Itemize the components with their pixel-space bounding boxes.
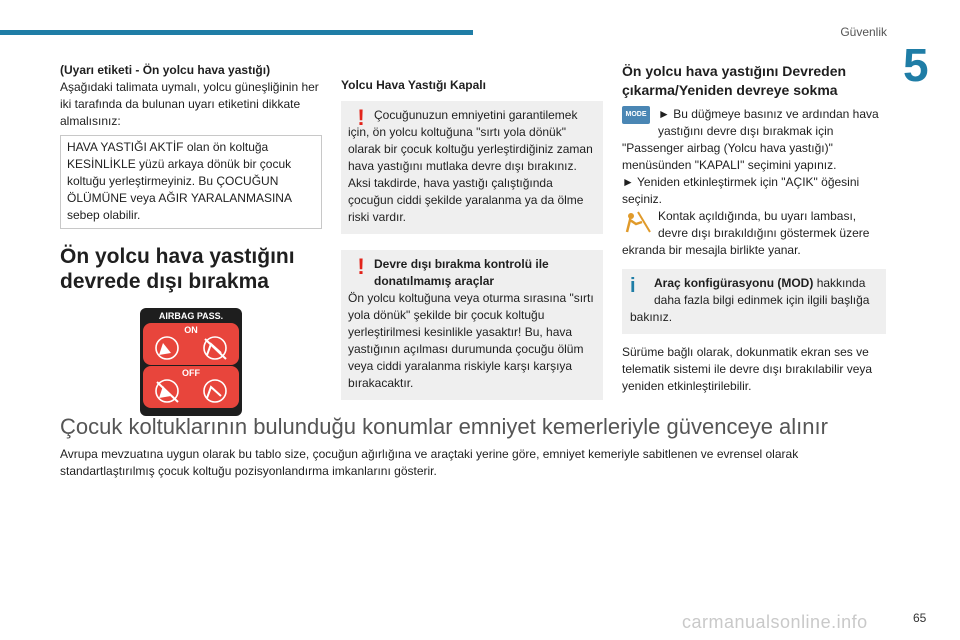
info-icon: i [630, 275, 636, 297]
section-body: Avrupa mevzuatına uygun olarak bu tablo size, çocuğun ağırlığına ve araçtaki yerine göre, emniyet kemeriyle sabitlenen ve evrensel olarak standartlaştırılmış çocuk koltuğu pozisyonlandırma imkanlarını gösterir. [60, 447, 799, 478]
airbag-pass-panel [140, 308, 242, 416]
warning-no-control-text: Ön yolcu koltuğuna veya oturma sırasına "sırtı yola dönük" şekilde bir çocuk koltuğu yerleştirilmesi kesinlikle yasaktır! Bu, hava yastığının açılması durumunda çocuğu ölüm veya ciddi yaralanma riskiyle karşı karşıya bırakacaktır. [348, 291, 594, 390]
airbag-on-label: ON [184, 325, 198, 335]
deactivation-heading: Ön yolcu hava yastığını devrede dışı bırakma [60, 245, 295, 293]
info-text: hakkında daha fazla bilgi edinmek için ilgili başlığa bakınız. [630, 276, 870, 324]
warning-box-rear-facing [341, 101, 603, 234]
airbag-off-subtitle: Yolcu Hava Yastığı Kapalı [341, 78, 486, 92]
child-seat-on-icon [149, 335, 233, 363]
column-left [60, 62, 322, 416]
warning-label-text: HAVA YASTIĞI AKTİF olan ön koltuğa KESİNLİKLE yüzü arkaya dönük bir çocuk koltuğu yerleştirmeyiniz. Bu ÇOCUĞUN ÖLÜMÜNE veya AĞIR YARALANMASINA sebep olabilir. [67, 140, 292, 222]
airbag-on-panel [143, 323, 239, 365]
label-title: (Uyarı etiketi - Ön yolcu hava yastığı) [60, 63, 271, 77]
warning-box-no-control [341, 250, 603, 400]
section-title: Çocuk koltuklarının bulunduğu konumlar emniyet kemerleriyle güvenceye alınır [60, 414, 828, 439]
info-box-mode [622, 269, 886, 334]
touchscreen-note: Sürüme bağlı olarak, dokunmatik ekran ses ve telematik sistemi ile devre dışı bırakılabilir veya yeniden etkinleştirilebilir. [622, 345, 873, 393]
airbag-panel-title: AIRBAG PASS. [158, 311, 224, 321]
running-header: Güvenlik [840, 25, 887, 39]
warning-no-control-title: Devre dışı bırakma kontrolü ile donatılmamış araçlar [374, 257, 549, 288]
label-intro: Aşağıdaki talimata uymalı, yolcu güneşliğinin her iki tarafında da bulunan uyarı etiketini dikkate almalısınız: [60, 80, 319, 128]
toggle-heading: Ön yolcu hava yastığını Devreden çıkarma/Yeniden devreye sokma [622, 63, 847, 98]
header-accent-bar [0, 30, 473, 35]
airbag-off-panel [143, 366, 239, 408]
mode-step [622, 106, 886, 174]
warning-rear-facing-text: Çocuğunuzun emniyetini garantilemek için, ön yolcu koltuğuna "sırtı yola dönük" olarak bir çocuk koltuğu yerleştirdiğiniz zaman hava yastığını mutlaka devre dışı bırakınız. Aksi takdirde, hava yastığı çalıştığında çocuğun ciddi şekilde yaralanma ya da ölme riski vardır. [348, 108, 593, 224]
step-deactivate-text: ► Bu düğmeye basınız ve ardından hava yastığını devre dışı bırakmak için "Passenger airbag (Yolcu hava yastığı)" menüsünden "KAPALI" seçimini yapınız. [622, 107, 879, 172]
warning-lamp-note [622, 208, 886, 259]
step-reactivate-text: ► Yeniden etkinleştirmek için "AÇIK" öğesini seçiniz. [622, 175, 860, 206]
column-middle [341, 62, 603, 400]
airbag-off-label: OFF [182, 368, 200, 378]
warning-lamp-text: Kontak açıldığında, bu uyarı lambası, devre dışı bırakıldığını göstermek üzere ekranda bir mesajla birlikte yanar. [622, 209, 870, 257]
info-bold-text: Araç konfigürasyonu (MOD) [654, 276, 814, 290]
column-right [622, 62, 886, 395]
warning-exclamation-icon: ! [357, 105, 365, 130]
chapter-number: 5 [903, 39, 929, 91]
child-seat-off-icon [149, 378, 233, 406]
mode-button-icon: MODE [622, 106, 650, 124]
warning-label-box [60, 135, 322, 229]
warning-exclamation-icon: ! [357, 254, 365, 279]
airbag-off-lamp-icon [622, 210, 652, 234]
page-number: 65 [913, 611, 927, 625]
watermark: carmanualsonline.info [682, 612, 868, 632]
